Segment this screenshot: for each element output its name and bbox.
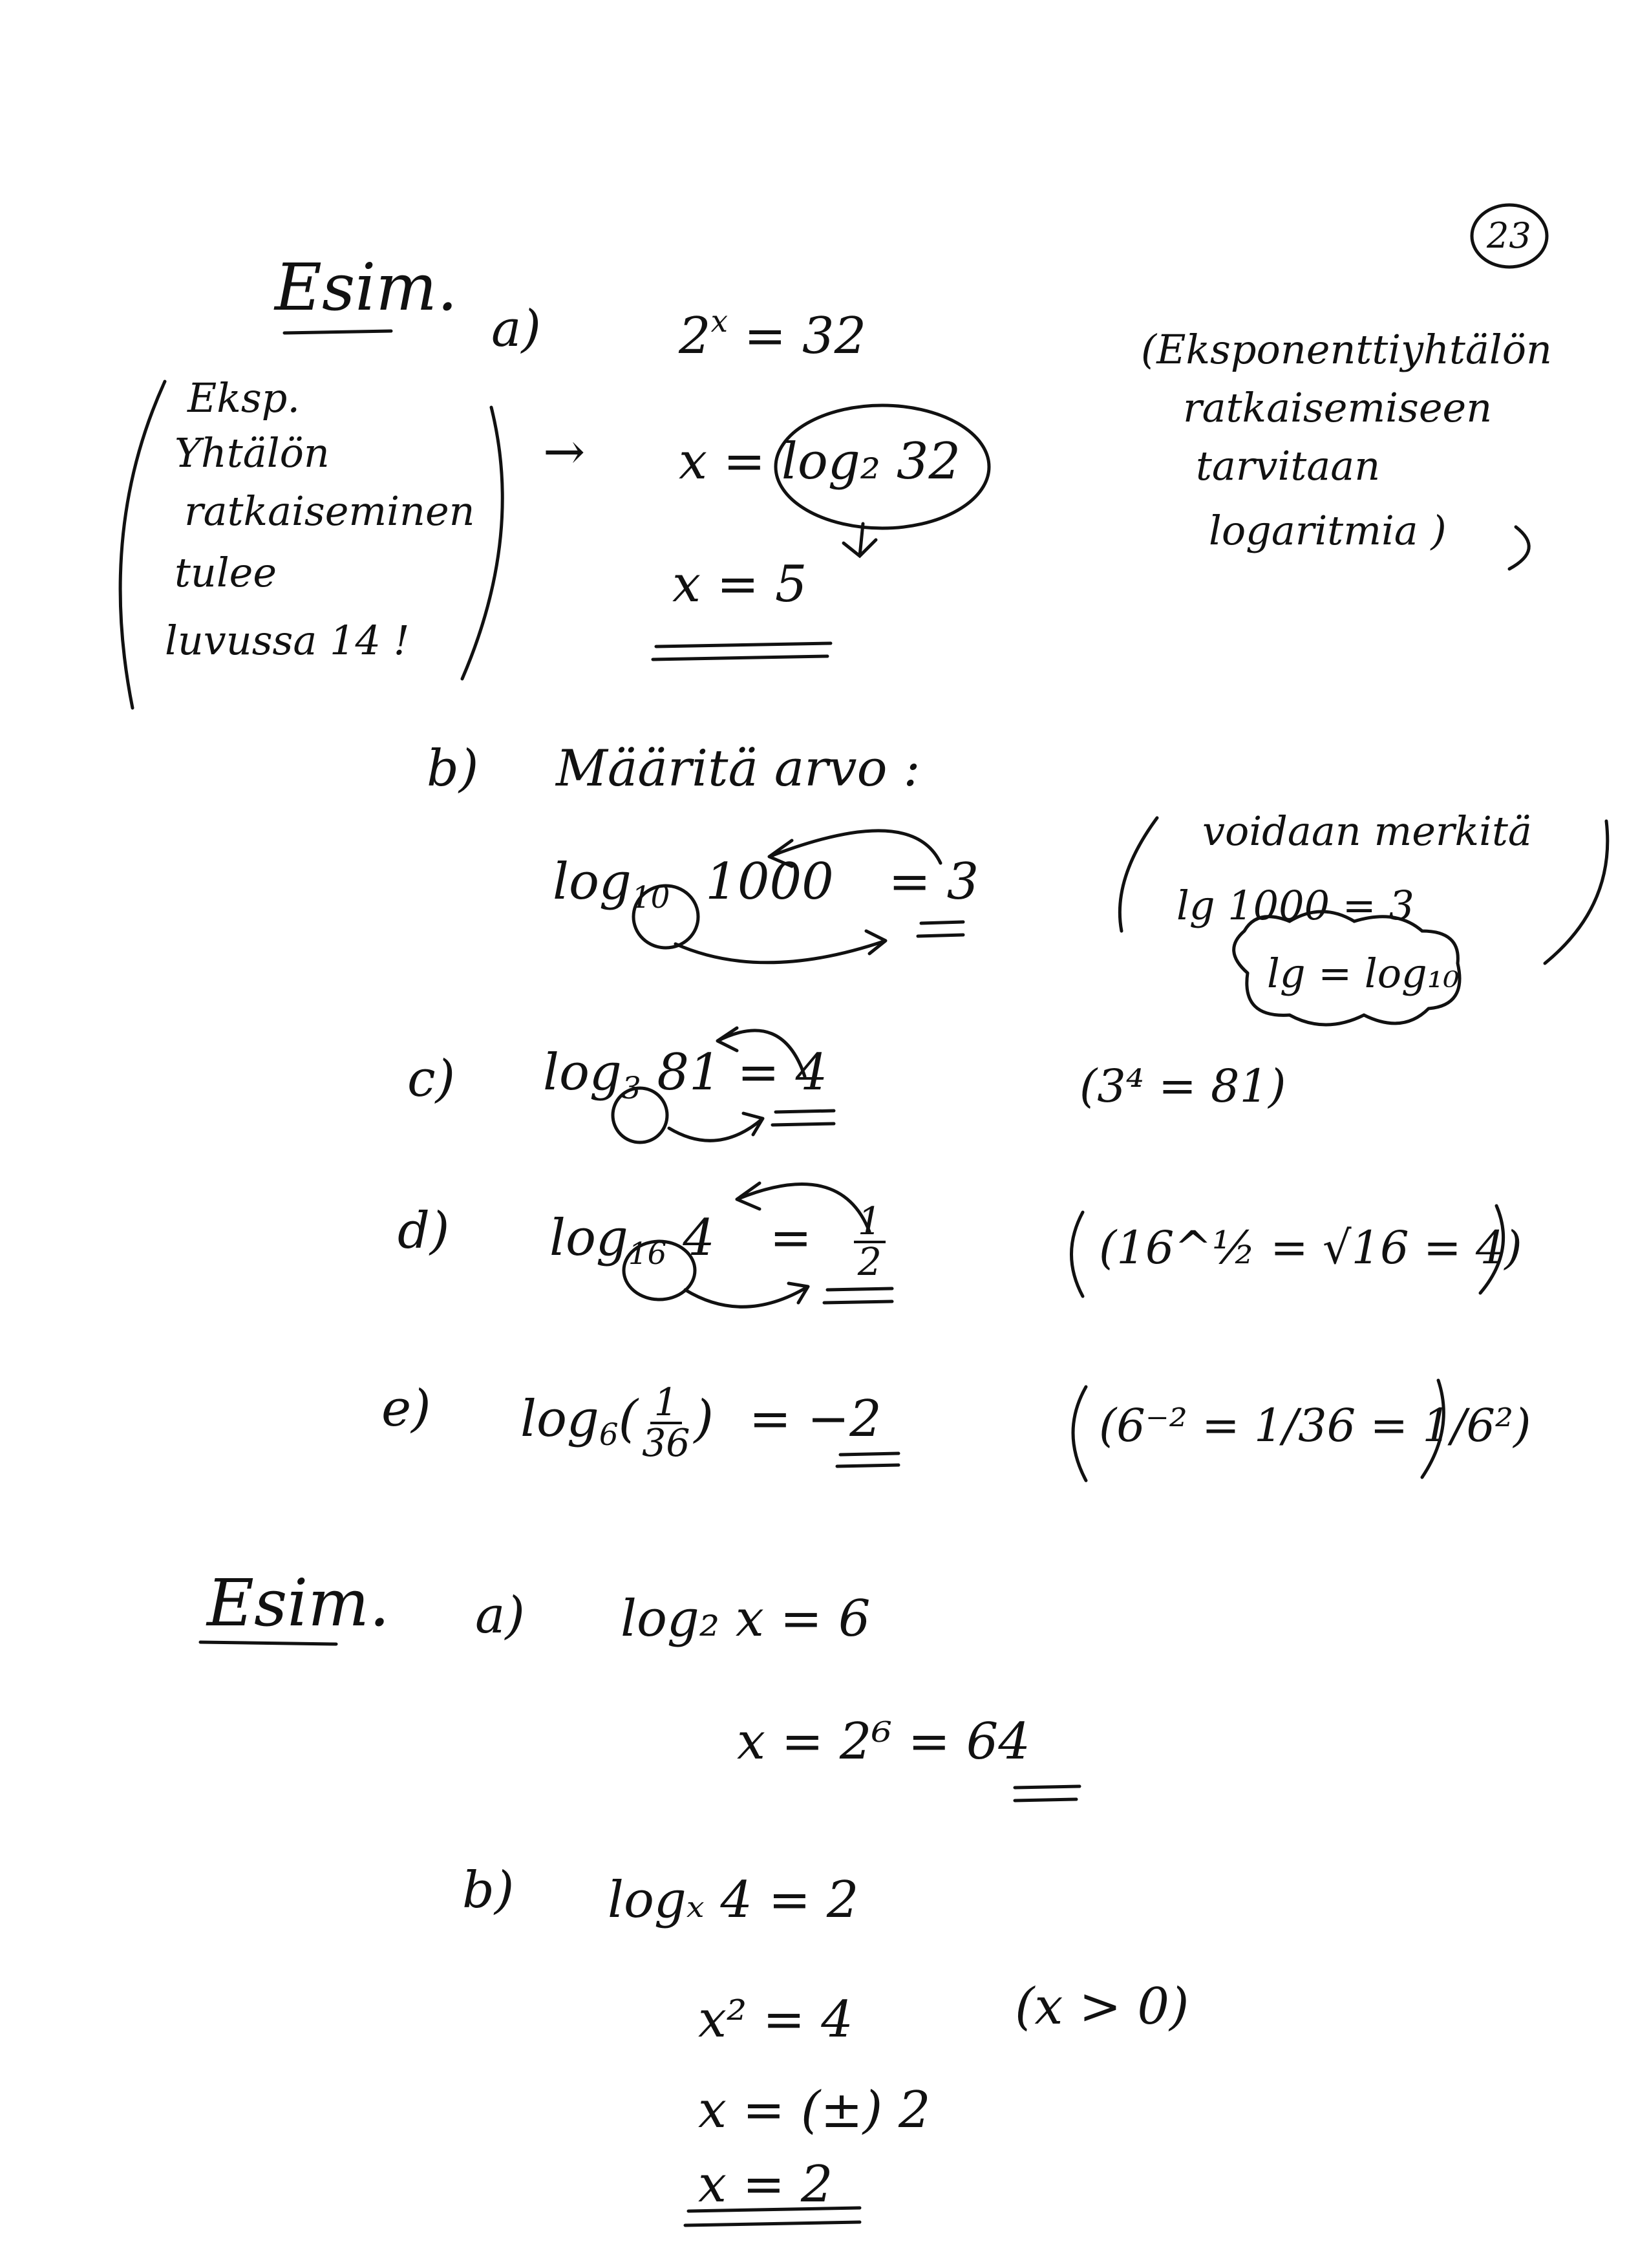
note-line: ratkaisemiseen [1183,384,1493,431]
note-line: (3⁴ = 81) [1080,1060,1286,1113]
note-line: lg = log₁₀ [1267,950,1460,997]
note-line: ratkaiseminen [184,487,475,535]
numerator: 1 [854,1203,886,1243]
note-line: lg 1000 = 3 [1176,882,1414,929]
log-text: log [549,1209,628,1267]
log-base: 10 [631,881,670,916]
log-text: log [543,1043,622,1102]
log-base: 16 [628,1237,667,1272]
note-line: (16^½ = √16 = 4) [1099,1221,1522,1274]
equation-line: x = 2 [698,2156,833,2214]
equation-line: x = 2⁶ = 64 [737,1713,1031,1771]
log-text: log [553,853,632,911]
numerator: 1 [650,1384,682,1424]
equation-line [553,853,979,916]
part-label-b: b) [427,740,479,798]
right-paren [462,407,502,679]
equals-sign: = [769,1209,812,1267]
part-label-a: a) [475,1587,525,1645]
equation-line: log₂ x = 6 [621,1590,871,1648]
log-text: log [520,1390,599,1448]
fraction [854,1199,886,1284]
heading-underline [200,1642,336,1644]
double-underline [772,1111,834,1125]
double-underline [653,643,831,659]
right-arrow-icon: → [543,423,586,481]
equation-line: $2^x = 32$ [679,305,867,365]
arc-arrow-bottom [685,1283,808,1307]
note-line: voidaan merkitä [1202,808,1532,855]
double-underline [1015,1786,1080,1801]
fraction [638,1380,694,1465]
log-base: 3 [621,1071,641,1107]
log-argument: 1000 [705,853,834,911]
log-argument: 81 [657,1043,721,1102]
example-heading: Esim. [275,250,458,325]
note-line: tulee [175,549,277,596]
arc-arrow-bottom [676,931,886,963]
equation-line [549,1199,886,1284]
log-argument: 4 [683,1209,715,1267]
note-line: Yhtälön [175,429,330,476]
page-number: 23 [1487,215,1531,256]
log-result: = 4 [737,1043,828,1102]
denominator: 36 [642,1420,690,1465]
denominator: 2 [857,1239,882,1284]
equation-line [543,1043,828,1107]
equation-line: x = 5 [672,555,807,614]
equation-line: x = log₂ 32 [679,433,961,491]
part-label-e: e) [381,1380,431,1438]
equation-line: $\log_6$( $\frac{1}{36}$ ) = −2 [520,1380,882,1465]
note-line: Eksp. [187,374,301,422]
double-underline [824,1289,892,1303]
note-line: (6⁻² = 1/36 = 1/6²) [1099,1399,1531,1452]
note-line: luvussa 14 ! [165,617,410,664]
equation-line: x = (±) 2 [698,2081,931,2139]
part-label-b: b) [462,1861,515,1920]
example-heading: Esim. [207,1565,390,1641]
note-paren-left [1120,818,1157,931]
right-note-paren [1509,527,1529,569]
log-base: 6 [599,1418,619,1453]
equation-line: logₓ 4 = 2 [608,1871,859,1929]
log-result: = −2 [749,1390,882,1448]
note-line: logaritmia ) [1209,507,1447,554]
note-paren-right [1545,821,1608,963]
double-underline [918,922,963,936]
heading-underline [284,331,391,333]
log-result: = 3 [888,853,979,911]
arc-arrow-bottom [669,1113,763,1140]
part-label-d: d) [398,1202,450,1260]
part-label-a: a) [491,300,541,358]
left-paren [120,381,165,708]
equation-line: x² = 4 [698,1991,853,2049]
task-title: Määritä arvo : [556,740,920,798]
note-line: (Eksponenttiyhtälön [1141,326,1552,373]
condition-note: (x > 0) [1015,1978,1189,2036]
part-label-c: c) [407,1050,456,1108]
note-line: tarvitaan [1196,442,1381,489]
